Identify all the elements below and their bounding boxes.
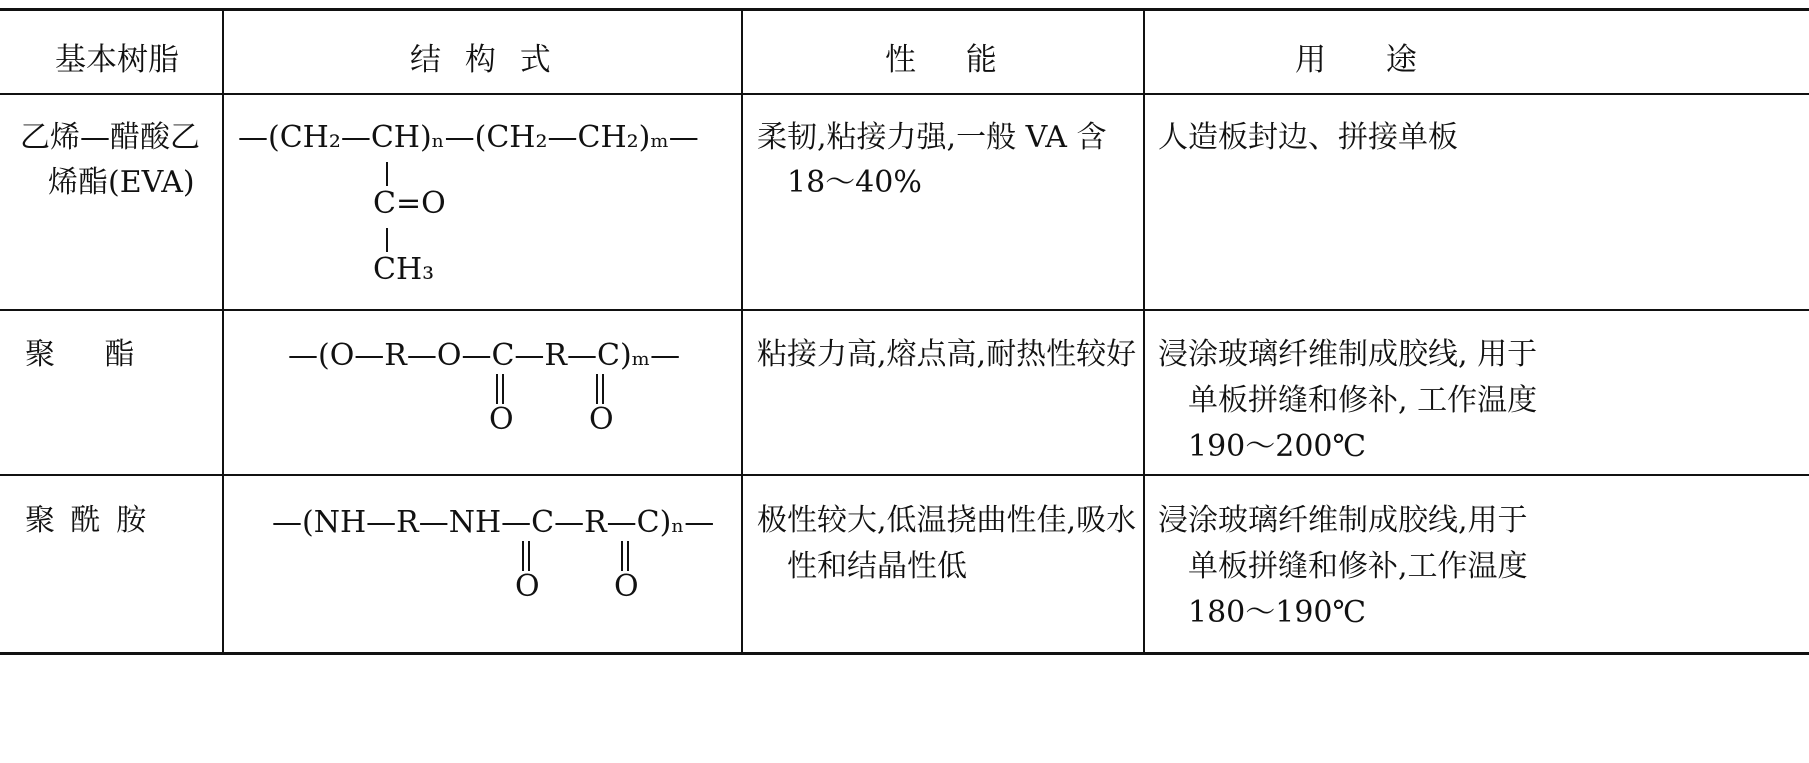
row2-structure-o1: O — [489, 402, 514, 437]
row3-usage-line2: 单板拼缝和修补,工作温度 — [1188, 549, 1528, 584]
header-resin: 基本树脂 — [55, 42, 179, 78]
row3-performance-line1: 极性较大,低温挠曲性佳,吸水 — [757, 503, 1137, 538]
header-performance: 性 能 — [885, 42, 997, 78]
row1-resin-line1: 乙烯—醋酸乙 — [20, 120, 200, 155]
row3-structure-o1: O — [515, 569, 540, 604]
row1-structure-main-chain: —(CH₂—CH)ₙ—(CH₂—CH₂)ₘ— — [238, 120, 699, 155]
col-divider-1 — [222, 10, 224, 653]
row2-performance-line1: 粘接力高,熔点高,耐热性较好 — [757, 337, 1137, 372]
row3-dbond-1a — [522, 541, 524, 571]
table-top-rule — [0, 8, 1809, 11]
row1-usage-line1: 人造板封边、拼接单板 — [1158, 120, 1458, 155]
row2-bottom-rule — [0, 474, 1809, 476]
row1-bond-1 — [386, 162, 388, 186]
row1-resin-line2: 烯酯(EVA) — [48, 165, 195, 200]
row2-usage-line2: 单板拼缝和修补, 工作温度 — [1188, 383, 1538, 418]
row3-performance-line2: 性和结晶性低 — [787, 549, 967, 584]
row2-dbond-1b — [502, 374, 504, 404]
row1-performance-line1: 柔韧,粘接力强,一般 VA 含 — [757, 120, 1107, 155]
row1-structure-branch-ch3: CH₃ — [373, 252, 435, 287]
row1-structure-branch-co: C=O — [373, 186, 446, 221]
header-bottom-rule — [0, 93, 1809, 95]
row1-bottom-rule — [0, 309, 1809, 311]
table-bottom-rule — [0, 652, 1809, 655]
row2-dbond-2b — [602, 374, 604, 404]
header-usage: 用 途 — [1295, 42, 1417, 78]
row3-dbond-2b — [627, 541, 629, 571]
row3-dbond-1b — [528, 541, 530, 571]
row1-performance-line2: 18～40% — [787, 165, 922, 200]
row2-usage-line1: 浸涂玻璃纤维制成胶线, 用于 — [1158, 337, 1538, 372]
row2-dbond-1a — [496, 374, 498, 404]
row3-resin: 聚 酰 胺 — [25, 503, 147, 538]
col-divider-2 — [741, 10, 743, 653]
row2-usage-line3: 190～200℃ — [1188, 429, 1367, 464]
row3-usage-line1: 浸涂玻璃纤维制成胶线,用于 — [1158, 503, 1528, 538]
col-divider-3 — [1143, 10, 1145, 653]
row2-structure-o2: O — [589, 402, 614, 437]
row3-dbond-2a — [621, 541, 623, 571]
row3-structure-main-chain: —(NH—R—NH—C—R—C)ₙ— — [272, 505, 715, 540]
row1-bond-2 — [386, 228, 388, 252]
header-structure: 结 构 式 — [410, 42, 551, 78]
row3-structure-o2: O — [614, 569, 639, 604]
row3-usage-line3: 180～190℃ — [1188, 595, 1367, 630]
row2-resin: 聚 酯 — [25, 337, 135, 372]
row2-dbond-2a — [596, 374, 598, 404]
row2-structure-main-chain: —(O—R—O—C—R—C)ₘ— — [288, 338, 681, 373]
